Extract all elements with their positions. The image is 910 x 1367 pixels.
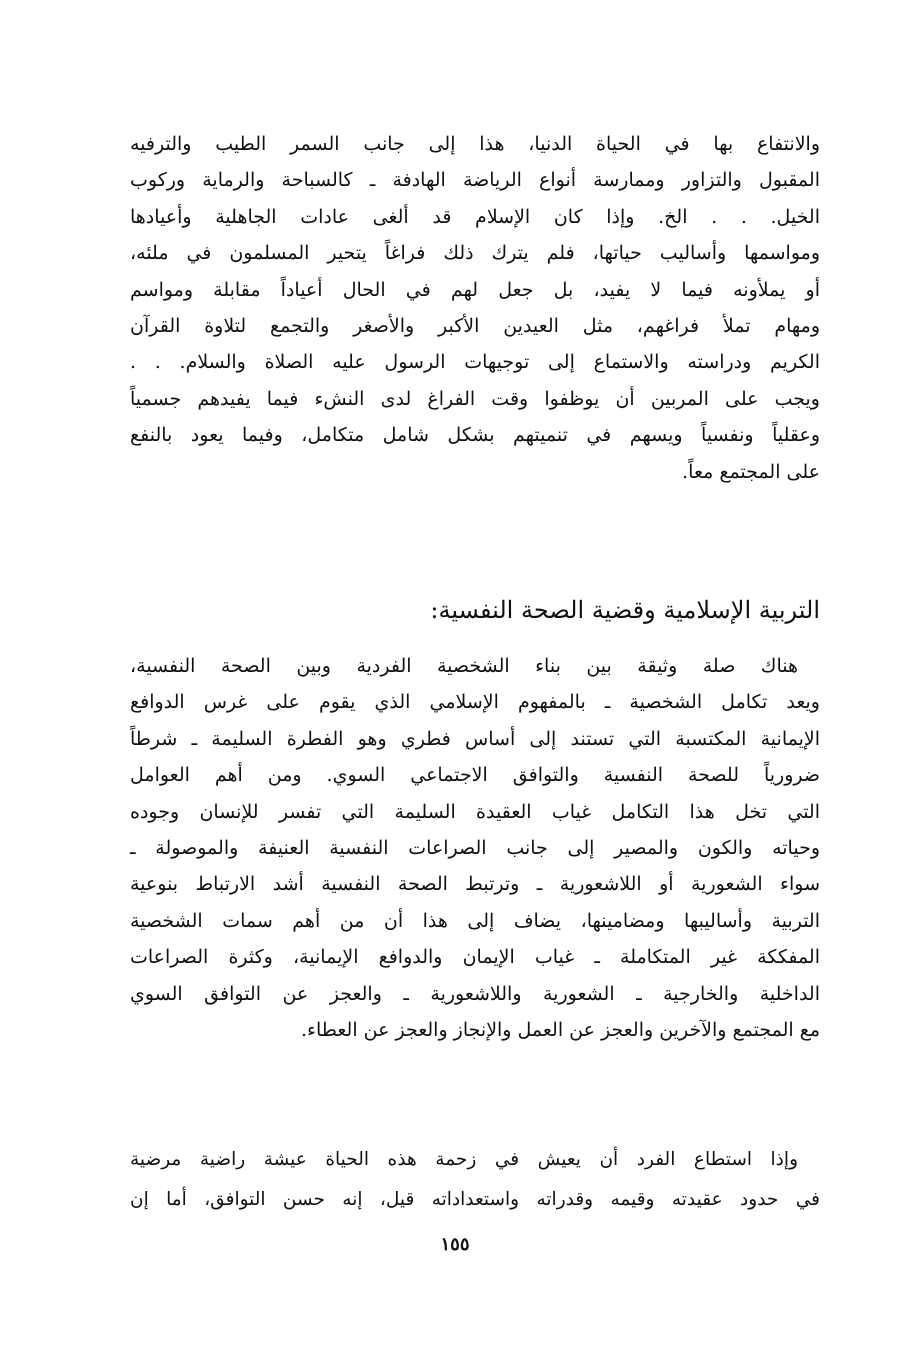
paragraph-line: الكريم ودراسته والاستماع إلى توجيهات الرسول عليه الصلاة والسلام. . . <box>130 351 820 374</box>
page-number: ١٥٥ <box>440 1234 470 1255</box>
paragraph-line: على المجتمع معاً. <box>682 460 820 483</box>
paragraph-2 <box>130 648 820 1048</box>
paragraph-line: في حدود عقيدته وقيمه وقدراته واستعداداته قيل، إنه حسن التوافق، أما إن <box>130 1189 820 1210</box>
paragraph-line: وإذا استطاع الفرد أن يعيش في زحمة هذه الحياة عيشة راضية مرضية <box>130 1149 798 1170</box>
paragraph-line: أو يملأونه فيما لا يفيد، بل جعل لهم في الحال أعياداً مقابلة ومواسم <box>130 278 820 301</box>
paragraph-line: وعقلياً ونفسياً ويسهم في تنميتهم بشكل شامل متكامل، وفيما يعود بالنفع <box>130 424 820 447</box>
paragraph-line: وحياته والكون والمصير إلى جانب الصراعات النفسية العنيفة والموصولة ـ <box>130 836 820 859</box>
paragraph-line: التربية وأساليبها ومضامينها، يضاف إلى هذا أن من أهم سمات الشخصية <box>130 909 820 932</box>
paragraph-line: الخيل. . . الخ. وإذا كان الإسلام قد ألغى عادات الجاهلية وأعيادها <box>130 205 820 228</box>
paragraph-line: ضرورياً للصحة النفسية والتوافق الاجتماعي السوي. ومن أهم العوامل <box>130 764 820 787</box>
paragraph-line: ومواسمها وأساليب حياتها، فلم يترك ذلك فراغاً يتحير المسلمون في ملئه، <box>130 242 820 265</box>
paragraph-line: ويجب على المربين أن يوظفوا وقت الفراغ لدى النشء فيما يفيدهم جسمياً <box>130 387 820 410</box>
section-heading: التربية الإسلامية وقضية الصحة النفسية: <box>430 596 820 624</box>
paragraph-line: والانتفاع بها في الحياة الدنيا، هذا إلى جانب السمر الطيب والترفيه <box>130 133 820 155</box>
paragraph-line: ويعد تكامل الشخصية ـ بالمفهوم الإسلامي الذي يقوم على غرس الدوافع <box>130 691 820 714</box>
paragraph-line: ومهام تملأ فراغهم، مثل العيدين الأكبر والأصغر والتجمع لتلاوة القرآن <box>130 314 820 337</box>
paragraph-line: المفككة غير المتكاملة ـ غياب الإيمان والدوافع الإيمانية، وكثرة الصراعات <box>130 946 820 969</box>
paragraph-line: هناك صلة وثيقة بين بناء الشخصية الفردية وبين الصحة النفسية، <box>130 655 798 677</box>
paragraph-1 <box>130 126 820 490</box>
paragraph-line: سواء الشعورية أو اللاشعورية ـ وترتبط الصحة النفسية أشد الارتباط بنوعية <box>130 873 820 896</box>
paragraph-3 <box>130 1140 820 1220</box>
paragraph-line: مع المجتمع والآخرين والعجز عن العمل والإنجاز والعجز عن العطاء. <box>301 1018 820 1041</box>
paragraph-line: الداخلية والخارجية ـ الشعورية واللاشعورية ـ والعجز عن التوافق السوي <box>130 982 820 1005</box>
paragraph-line: الإيمانية المكتسبة التي تستند إلى أساس فطري وهو الفطرة السليمة ـ شرطاً <box>130 727 820 750</box>
paragraph-line: التي تخل هذا التكامل غياب العقيدة السليمة التي تفسر للإنسان وجوده <box>130 800 820 823</box>
paragraph-line: المقبول والتزاور وممارسة أنواع الرياضة الهادفة ـ كالسباحة والرماية وركوب <box>130 169 820 192</box>
